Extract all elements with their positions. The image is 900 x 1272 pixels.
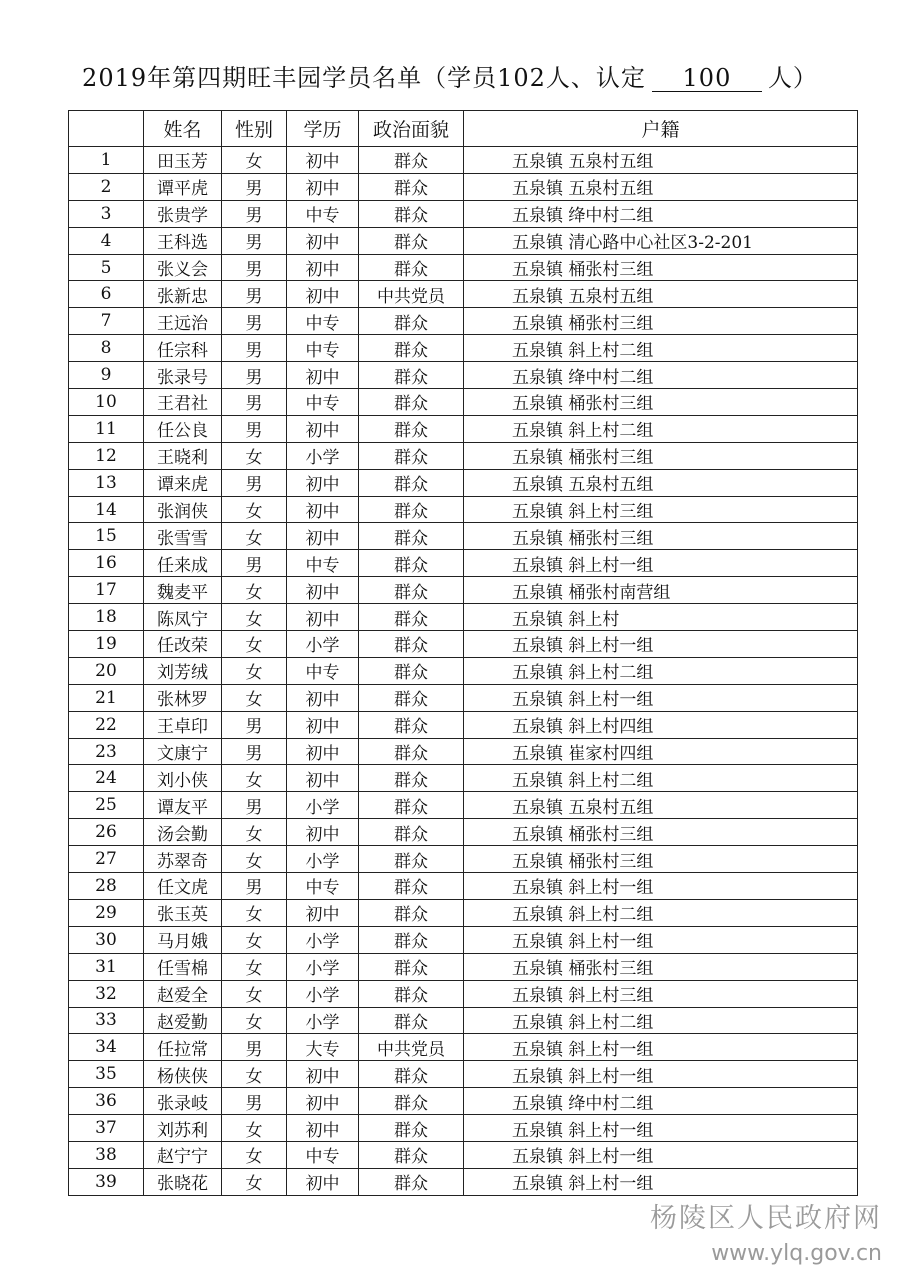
cell-political-status: 群众 — [359, 469, 464, 496]
cell-index: 2 — [69, 173, 144, 200]
cell-education: 初中 — [287, 469, 359, 496]
cell-index: 10 — [69, 389, 144, 416]
cell-gender: 男 — [222, 873, 287, 900]
cell-name: 任拉常 — [144, 1034, 222, 1061]
cell-political-status: 群众 — [359, 227, 464, 254]
cell-political-status: 群众 — [359, 523, 464, 550]
cell-index: 21 — [69, 684, 144, 711]
cell-education: 初中 — [287, 899, 359, 926]
cell-name: 张润侠 — [144, 496, 222, 523]
cell-household-registration: 五泉镇 五泉村五组 — [464, 469, 858, 496]
cell-household-registration: 五泉镇 五泉村五组 — [464, 792, 858, 819]
cell-education: 中专 — [287, 335, 359, 362]
table-row — [69, 819, 858, 846]
cell-education: 初中 — [287, 415, 359, 442]
cell-household-registration: 五泉镇 桶张村三组 — [464, 819, 858, 846]
cell-gender: 男 — [222, 362, 287, 389]
cell-gender: 女 — [222, 926, 287, 953]
cell-education: 中专 — [287, 200, 359, 227]
cell-gender: 女 — [222, 1141, 287, 1168]
cell-household-registration: 五泉镇 斜上村一组 — [464, 684, 858, 711]
cell-index: 18 — [69, 604, 144, 631]
table-row — [69, 1034, 858, 1061]
cell-education: 大专 — [287, 1034, 359, 1061]
cell-household-registration: 五泉镇 桶张村三组 — [464, 846, 858, 873]
cell-name: 张贵学 — [144, 200, 222, 227]
cell-household-registration: 五泉镇 五泉村五组 — [464, 173, 858, 200]
cell-household-registration: 五泉镇 桶张村三组 — [464, 308, 858, 335]
cell-gender: 女 — [222, 846, 287, 873]
cell-gender: 男 — [222, 308, 287, 335]
cell-gender: 女 — [222, 765, 287, 792]
cell-education: 初中 — [287, 1115, 359, 1142]
cell-political-status: 群众 — [359, 819, 464, 846]
cell-household-registration: 五泉镇 绛中村二组 — [464, 1088, 858, 1115]
cell-index: 16 — [69, 550, 144, 577]
cell-education: 初中 — [287, 1088, 359, 1115]
table-row — [69, 173, 858, 200]
watermark — [650, 1196, 882, 1266]
cell-name: 田玉芳 — [144, 147, 222, 174]
table-row — [69, 335, 858, 362]
cell-political-status: 群众 — [359, 899, 464, 926]
cell-political-status: 中共党员 — [359, 1034, 464, 1061]
table-row — [69, 873, 858, 900]
cell-gender: 男 — [222, 389, 287, 416]
cell-political-status: 群众 — [359, 1061, 464, 1088]
cell-index: 14 — [69, 496, 144, 523]
cell-political-status: 群众 — [359, 1007, 464, 1034]
cell-index: 12 — [69, 442, 144, 469]
cell-household-registration: 五泉镇 斜上村一组 — [464, 873, 858, 900]
cell-name: 张新忠 — [144, 281, 222, 308]
cell-name: 刘小侠 — [144, 765, 222, 792]
cell-name: 王晓利 — [144, 442, 222, 469]
cell-household-registration: 五泉镇 清心路中心社区3-2-201 — [464, 227, 858, 254]
cell-index: 9 — [69, 362, 144, 389]
cell-political-status: 群众 — [359, 926, 464, 953]
cell-education: 初中 — [287, 496, 359, 523]
cell-name: 陈凤宁 — [144, 604, 222, 631]
student-roster-table — [68, 110, 858, 1196]
cell-index: 32 — [69, 980, 144, 1007]
cell-political-status: 群众 — [359, 792, 464, 819]
cell-index: 38 — [69, 1141, 144, 1168]
cell-political-status: 群众 — [359, 711, 464, 738]
cell-gender: 女 — [222, 953, 287, 980]
table-row — [69, 523, 858, 550]
cell-gender: 男 — [222, 415, 287, 442]
cell-index: 36 — [69, 1088, 144, 1115]
table-row — [69, 147, 858, 174]
cell-political-status: 中共党员 — [359, 281, 464, 308]
cell-education: 初中 — [287, 684, 359, 711]
table-row — [69, 711, 858, 738]
cell-index: 6 — [69, 281, 144, 308]
cell-gender: 女 — [222, 1061, 287, 1088]
cell-political-status: 群众 — [359, 308, 464, 335]
cell-political-status: 群众 — [359, 173, 464, 200]
cell-political-status: 群众 — [359, 415, 464, 442]
cell-household-registration: 五泉镇 斜上村 — [464, 604, 858, 631]
cell-household-registration: 五泉镇 五泉村五组 — [464, 147, 858, 174]
cell-household-registration: 五泉镇 斜上村二组 — [464, 335, 858, 362]
cell-gender: 女 — [222, 899, 287, 926]
cell-household-registration: 五泉镇 斜上村二组 — [464, 1007, 858, 1034]
table-row — [69, 496, 858, 523]
cell-political-status: 群众 — [359, 980, 464, 1007]
title-suffix: 人） — [767, 64, 818, 92]
cell-gender: 女 — [222, 442, 287, 469]
cell-name: 王君社 — [144, 389, 222, 416]
cell-index: 19 — [69, 631, 144, 658]
cell-gender: 男 — [222, 711, 287, 738]
table-row — [69, 926, 858, 953]
cell-education: 初中 — [287, 254, 359, 281]
header-political-status: 政治面貌 — [359, 111, 464, 147]
cell-household-registration: 五泉镇 斜上村一组 — [464, 1141, 858, 1168]
cell-name: 苏翠奇 — [144, 846, 222, 873]
cell-political-status: 群众 — [359, 684, 464, 711]
cell-household-registration: 五泉镇 斜上村一组 — [464, 926, 858, 953]
table-row — [69, 442, 858, 469]
header-education: 学历 — [287, 111, 359, 147]
cell-political-status: 群众 — [359, 577, 464, 604]
cell-political-status: 群众 — [359, 873, 464, 900]
cell-gender: 男 — [222, 173, 287, 200]
cell-political-status: 群众 — [359, 496, 464, 523]
cell-household-registration: 五泉镇 斜上村一组 — [464, 1115, 858, 1142]
cell-education: 初中 — [287, 523, 359, 550]
cell-name: 赵爱勤 — [144, 1007, 222, 1034]
cell-household-registration: 五泉镇 斜上村三组 — [464, 496, 858, 523]
cell-political-status: 群众 — [359, 1088, 464, 1115]
cell-index: 29 — [69, 899, 144, 926]
cell-household-registration: 五泉镇 五泉村五组 — [464, 281, 858, 308]
cell-name: 谭友平 — [144, 792, 222, 819]
cell-name: 汤会勤 — [144, 819, 222, 846]
table-row — [69, 254, 858, 281]
cell-education: 小学 — [287, 442, 359, 469]
cell-political-status: 群众 — [359, 657, 464, 684]
cell-household-registration: 五泉镇 斜上村一组 — [464, 1168, 858, 1195]
page-title — [0, 58, 900, 93]
cell-education: 小学 — [287, 926, 359, 953]
cell-index: 28 — [69, 873, 144, 900]
cell-gender: 女 — [222, 496, 287, 523]
cell-household-registration: 五泉镇 桶张村三组 — [464, 523, 858, 550]
cell-education: 初中 — [287, 765, 359, 792]
cell-index: 17 — [69, 577, 144, 604]
cell-household-registration: 五泉镇 绛中村二组 — [464, 200, 858, 227]
cell-education: 中专 — [287, 550, 359, 577]
table-row — [69, 389, 858, 416]
cell-education: 初中 — [287, 577, 359, 604]
table-row — [69, 657, 858, 684]
cell-political-status: 群众 — [359, 147, 464, 174]
table-row — [69, 792, 858, 819]
cell-education: 初中 — [287, 173, 359, 200]
cell-gender: 女 — [222, 577, 287, 604]
table-row — [69, 846, 858, 873]
cell-name: 谭来虎 — [144, 469, 222, 496]
cell-index: 23 — [69, 738, 144, 765]
cell-household-registration: 五泉镇 绛中村二组 — [464, 362, 858, 389]
table-row — [69, 281, 858, 308]
cell-political-status: 群众 — [359, 389, 464, 416]
cell-name: 任改荣 — [144, 631, 222, 658]
cell-name: 张晓花 — [144, 1168, 222, 1195]
cell-education: 初中 — [287, 227, 359, 254]
cell-index: 20 — [69, 657, 144, 684]
cell-household-registration: 五泉镇 斜上村一组 — [464, 631, 858, 658]
cell-index: 34 — [69, 1034, 144, 1061]
table-row — [69, 1141, 858, 1168]
cell-education: 初中 — [287, 711, 359, 738]
cell-name: 任来成 — [144, 550, 222, 577]
cell-index: 15 — [69, 523, 144, 550]
cell-education: 初中 — [287, 1168, 359, 1195]
cell-gender: 女 — [222, 1115, 287, 1142]
cell-education: 中专 — [287, 308, 359, 335]
cell-political-status: 群众 — [359, 550, 464, 577]
cell-political-status: 群众 — [359, 442, 464, 469]
table-row — [69, 899, 858, 926]
cell-index: 22 — [69, 711, 144, 738]
table-row — [69, 550, 858, 577]
cell-political-status: 群众 — [359, 362, 464, 389]
cell-household-registration: 五泉镇 斜上村二组 — [464, 899, 858, 926]
cell-index: 33 — [69, 1007, 144, 1034]
cell-education: 初中 — [287, 738, 359, 765]
table-row — [69, 415, 858, 442]
cell-gender: 女 — [222, 1168, 287, 1195]
cell-household-registration: 五泉镇 桶张村三组 — [464, 953, 858, 980]
table-row — [69, 631, 858, 658]
table-row — [69, 1088, 858, 1115]
cell-education: 初中 — [287, 1061, 359, 1088]
cell-gender: 男 — [222, 335, 287, 362]
cell-political-status: 群众 — [359, 604, 464, 631]
cell-political-status: 群众 — [359, 631, 464, 658]
cell-name: 张义会 — [144, 254, 222, 281]
cell-name: 张林罗 — [144, 684, 222, 711]
cell-household-registration: 五泉镇 斜上村二组 — [464, 415, 858, 442]
cell-name: 王卓印 — [144, 711, 222, 738]
cell-political-status: 群众 — [359, 1115, 464, 1142]
cell-index: 35 — [69, 1061, 144, 1088]
watermark-url: www.ylq.gov.cn — [711, 1241, 882, 1266]
cell-gender: 男 — [222, 227, 287, 254]
cell-education: 中专 — [287, 1141, 359, 1168]
cell-index: 27 — [69, 846, 144, 873]
cell-gender: 男 — [222, 1034, 287, 1061]
cell-education: 中专 — [287, 873, 359, 900]
cell-index: 4 — [69, 227, 144, 254]
title-prefix: 2019年第四期旺丰园学员名单（学员102人、认定 — [82, 64, 646, 92]
cell-name: 张录岐 — [144, 1088, 222, 1115]
cell-name: 魏麦平 — [144, 577, 222, 604]
cell-index: 30 — [69, 926, 144, 953]
cell-education: 中专 — [287, 389, 359, 416]
cell-education: 初中 — [287, 819, 359, 846]
cell-name: 刘苏利 — [144, 1115, 222, 1142]
cell-index: 39 — [69, 1168, 144, 1195]
cell-name: 王科选 — [144, 227, 222, 254]
cell-gender: 男 — [222, 281, 287, 308]
cell-name: 文康宁 — [144, 738, 222, 765]
cell-name: 赵宁宁 — [144, 1141, 222, 1168]
header-household-registration: 户籍 — [464, 111, 858, 147]
table-row — [69, 1168, 858, 1195]
table-body — [69, 147, 858, 1196]
cell-gender: 男 — [222, 1088, 287, 1115]
header-gender: 性别 — [222, 111, 287, 147]
table-row — [69, 469, 858, 496]
cell-index: 1 — [69, 147, 144, 174]
cell-name: 王远治 — [144, 308, 222, 335]
table-row — [69, 1007, 858, 1034]
cell-name: 刘芳绒 — [144, 657, 222, 684]
cell-gender: 女 — [222, 684, 287, 711]
cell-index: 25 — [69, 792, 144, 819]
table-row — [69, 738, 858, 765]
table-row — [69, 577, 858, 604]
cell-gender: 女 — [222, 604, 287, 631]
cell-education: 初中 — [287, 281, 359, 308]
cell-index: 13 — [69, 469, 144, 496]
cell-education: 初中 — [287, 147, 359, 174]
cell-index: 26 — [69, 819, 144, 846]
table-row — [69, 362, 858, 389]
cell-name: 张录号 — [144, 362, 222, 389]
cell-education: 初中 — [287, 362, 359, 389]
cell-gender: 男 — [222, 550, 287, 577]
cell-index: 11 — [69, 415, 144, 442]
cell-gender: 女 — [222, 147, 287, 174]
table-row — [69, 980, 858, 1007]
cell-name: 谭平虎 — [144, 173, 222, 200]
cell-political-status: 群众 — [359, 846, 464, 873]
cell-name: 马月娥 — [144, 926, 222, 953]
table-row — [69, 684, 858, 711]
cell-household-registration: 五泉镇 桶张村三组 — [464, 389, 858, 416]
cell-education: 小学 — [287, 953, 359, 980]
cell-gender: 女 — [222, 819, 287, 846]
title-certified-count: 100 — [652, 65, 762, 92]
table-row — [69, 308, 858, 335]
cell-name: 任文虎 — [144, 873, 222, 900]
cell-household-registration: 五泉镇 桶张村三组 — [464, 254, 858, 281]
cell-gender: 女 — [222, 657, 287, 684]
cell-index: 3 — [69, 200, 144, 227]
table-row — [69, 1061, 858, 1088]
cell-gender: 男 — [222, 792, 287, 819]
cell-gender: 男 — [222, 738, 287, 765]
cell-political-status: 群众 — [359, 1141, 464, 1168]
cell-household-registration: 五泉镇 斜上村二组 — [464, 657, 858, 684]
cell-gender: 男 — [222, 200, 287, 227]
cell-education: 小学 — [287, 631, 359, 658]
cell-political-status: 群众 — [359, 1168, 464, 1195]
cell-gender: 女 — [222, 980, 287, 1007]
cell-index: 8 — [69, 335, 144, 362]
table-row — [69, 227, 858, 254]
cell-name: 任宗科 — [144, 335, 222, 362]
table-row — [69, 953, 858, 980]
cell-gender: 女 — [222, 631, 287, 658]
cell-household-registration: 五泉镇 斜上村一组 — [464, 1061, 858, 1088]
cell-education: 小学 — [287, 1007, 359, 1034]
cell-education: 小学 — [287, 792, 359, 819]
header-name: 姓名 — [144, 111, 222, 147]
cell-name: 任公良 — [144, 415, 222, 442]
table-row — [69, 1115, 858, 1142]
cell-household-registration: 五泉镇 斜上村三组 — [464, 980, 858, 1007]
cell-index: 5 — [69, 254, 144, 281]
watermark-site-name: 杨陵区人民政府网 — [650, 1203, 882, 1234]
cell-education: 小学 — [287, 846, 359, 873]
cell-household-registration: 五泉镇 斜上村二组 — [464, 765, 858, 792]
cell-political-status: 群众 — [359, 765, 464, 792]
cell-gender: 男 — [222, 254, 287, 281]
cell-political-status: 群众 — [359, 254, 464, 281]
cell-household-registration: 五泉镇 斜上村四组 — [464, 711, 858, 738]
cell-name: 张雪雪 — [144, 523, 222, 550]
cell-gender: 女 — [222, 523, 287, 550]
table-header-row — [69, 111, 858, 147]
cell-name: 任雪棉 — [144, 953, 222, 980]
cell-household-registration: 五泉镇 斜上村一组 — [464, 1034, 858, 1061]
cell-education: 小学 — [287, 980, 359, 1007]
cell-household-registration: 五泉镇 崔家村四组 — [464, 738, 858, 765]
cell-political-status: 群众 — [359, 200, 464, 227]
table-row — [69, 765, 858, 792]
header-index — [69, 111, 144, 147]
cell-political-status: 群众 — [359, 335, 464, 362]
cell-name: 张玉英 — [144, 899, 222, 926]
cell-gender: 女 — [222, 1007, 287, 1034]
table-row — [69, 604, 858, 631]
table-row — [69, 200, 858, 227]
cell-political-status: 群众 — [359, 953, 464, 980]
cell-index: 7 — [69, 308, 144, 335]
cell-index: 37 — [69, 1115, 144, 1142]
cell-name: 杨侠侠 — [144, 1061, 222, 1088]
cell-education: 初中 — [287, 604, 359, 631]
cell-education: 中专 — [287, 657, 359, 684]
cell-index: 24 — [69, 765, 144, 792]
cell-gender: 男 — [222, 469, 287, 496]
cell-name: 赵爱全 — [144, 980, 222, 1007]
cell-index: 31 — [69, 953, 144, 980]
cell-political-status: 群众 — [359, 738, 464, 765]
cell-household-registration: 五泉镇 斜上村一组 — [464, 550, 858, 577]
cell-household-registration: 五泉镇 桶张村南营组 — [464, 577, 858, 604]
cell-household-registration: 五泉镇 桶张村三组 — [464, 442, 858, 469]
